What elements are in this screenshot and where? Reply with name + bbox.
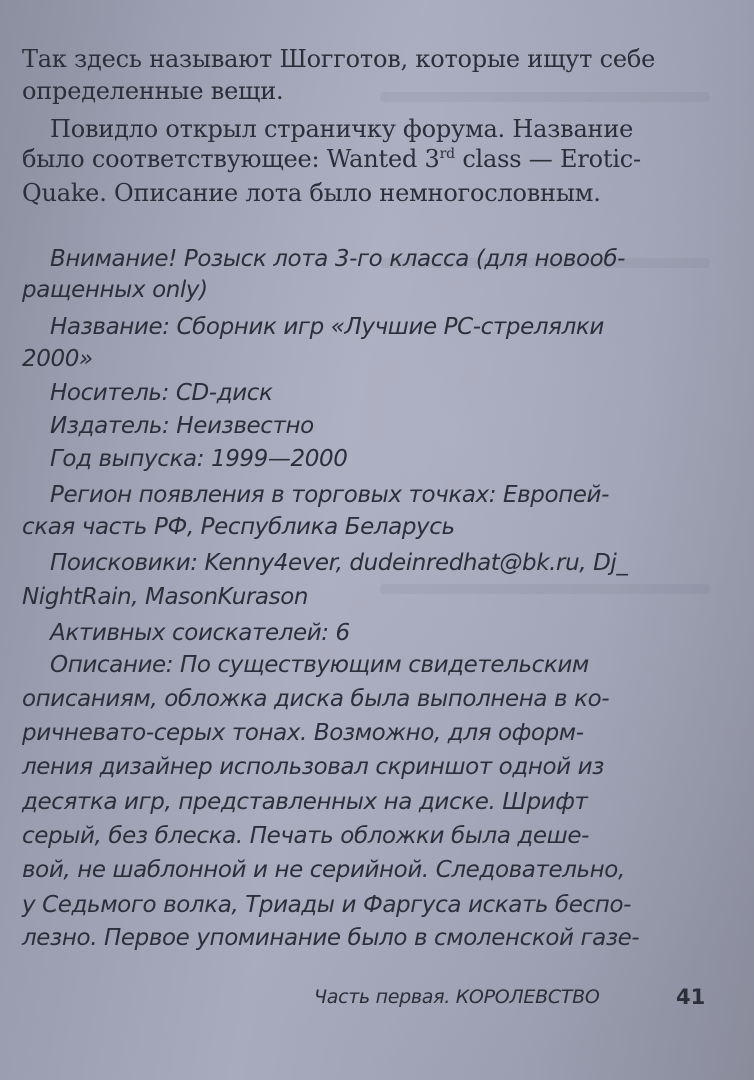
body-text-line: Повидло открыл страничку форума. Название: [50, 115, 634, 143]
line-part: было соответствующее: Wanted 3: [22, 145, 440, 173]
listing-text-line: описаниям, обложка диска была выполнена в ко-: [22, 686, 610, 712]
listing-text-line: Название: Сборник игр «Лучшие PC-стрелялки: [50, 314, 604, 340]
body-text-line: Quake. Описание лота было немногословным.: [22, 179, 601, 207]
listing-text-line: Активных соискателей: 6: [50, 620, 350, 646]
listing-text-line: Описание: По существующим свидетельским: [50, 652, 589, 678]
listing-text-line: десятка игр, представленных на диске. Шрифт: [22, 789, 588, 815]
listing-text-line: ричневато-серых тонах. Возможно, для оформ-: [22, 720, 584, 746]
listing-text-line: Издатель: Неизвестно: [50, 413, 314, 439]
listing-text-line: вой, не шаблонной и не серийной. Следовательно,: [22, 857, 625, 883]
listing-text-line: Носитель: CD-диск: [50, 380, 273, 406]
running-footer: [314, 986, 714, 1014]
body-text-line: Так здесь называют Шогготов, которые ищут себе: [22, 45, 656, 73]
listing-text-line: у Седьмого волка, Триады и Фаргуса искать беспо-: [22, 892, 632, 918]
listing-text-line: ская часть РФ, Республика Беларусь: [22, 514, 455, 540]
body-text-line: [22, 142, 641, 176]
line-part: class — Erotic-: [454, 145, 641, 173]
listing-text-line: Поисковики: Kenny4ever, dudeinredhat@bk.ru, Dj_: [50, 550, 628, 576]
listing-text-line: NightRain, MasonKurason: [22, 584, 309, 610]
page-number: 41: [676, 985, 706, 1009]
body-text-line: определенные вещи.: [22, 77, 284, 105]
listing-text-line: Внимание! Розыск лота 3-го класса (для новооб-: [50, 246, 626, 272]
bleed-through-shadow: [380, 584, 710, 594]
listing-text-line: 2000»: [22, 346, 93, 372]
listing-text-line: Год выпуска: 1999—2000: [50, 446, 348, 472]
listing-text-line: ления дизайнер использовал скриншот одной из: [22, 754, 604, 780]
listing-text-line: лезно. Первое упоминание было в смоленской газе-: [22, 925, 640, 951]
listing-text-line: серый, без блеска. Печать обложки была деше-: [22, 823, 589, 849]
listing-text-line: Регион появления в торговых точках: Европей-: [50, 482, 609, 508]
listing-text-line: ращенных only): [22, 277, 208, 303]
bleed-through-shadow: [380, 92, 710, 102]
running-footer-title: Часть первая. КОРОЛЕВСТВО: [314, 986, 600, 1008]
superscript-ordinal: rd: [439, 146, 455, 162]
